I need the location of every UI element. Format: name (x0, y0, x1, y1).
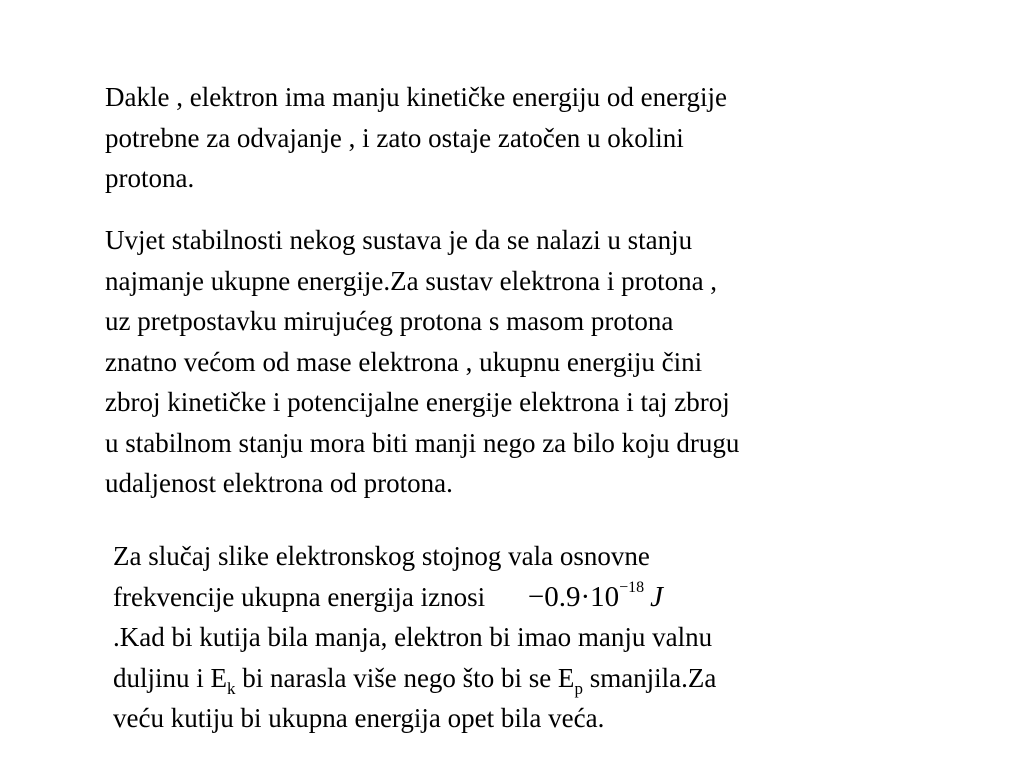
text-line: udaljenost elektrona od protona. (105, 468, 453, 498)
subscript-k: k (227, 678, 236, 698)
text-line: najmanje ukupne energije.Za sustav elektrona i protona , (105, 265, 718, 296)
text-segment: bi narasla više nego što bi se E (235, 662, 575, 693)
text-line: veću kutiju bi ukupna energija opet bila veća. (113, 703, 605, 733)
text-segment: frekvencije ukupna energija iznosi (113, 581, 486, 612)
paragraph-kinetic-energy (105, 77, 727, 199)
text-segment: duljinu i E (113, 662, 227, 693)
text-line: Za slučaj slike elektronskog stojnog vala osnovne (113, 541, 650, 571)
text-line: potrebne za odvajanje , i zato ostaje zatočen u okolini (105, 122, 684, 153)
text-line: protona. (105, 163, 195, 193)
subscript-p: p (574, 678, 583, 698)
paragraph-standing-wave-energy (113, 536, 716, 739)
text-line (113, 658, 716, 699)
text-line (113, 577, 716, 618)
energy-formula (528, 577, 663, 623)
text-line: u stabilnom stanju mora biti manji nego za bilo koju drugu (105, 427, 740, 458)
formula-unit: J (650, 580, 664, 613)
formula-exponent: −18 (619, 578, 645, 596)
paragraph-stability-condition (105, 220, 739, 504)
text-segment: smanjila.Za (582, 662, 717, 693)
text-line: znatno većom od mase elektrona , ukupnu energiju čini (105, 346, 703, 377)
text-line: Uvjet stabilnosti nekog sustava je da se nalazi u stanju (105, 225, 693, 255)
text-line: Dakle , elektron ima manju kinetičke energiju od energije (105, 82, 728, 112)
text-line: .Kad bi kutija bila manja, elektron bi imao manju valnu (113, 622, 713, 652)
formula-base: −0.9·10 (527, 580, 620, 613)
text-line: uz pretpostavku mirujućeg protona s masom protona (105, 306, 674, 336)
text-line: zbroj kinetičke i potencijalne energije elektrona i taj zbroj (105, 387, 730, 417)
